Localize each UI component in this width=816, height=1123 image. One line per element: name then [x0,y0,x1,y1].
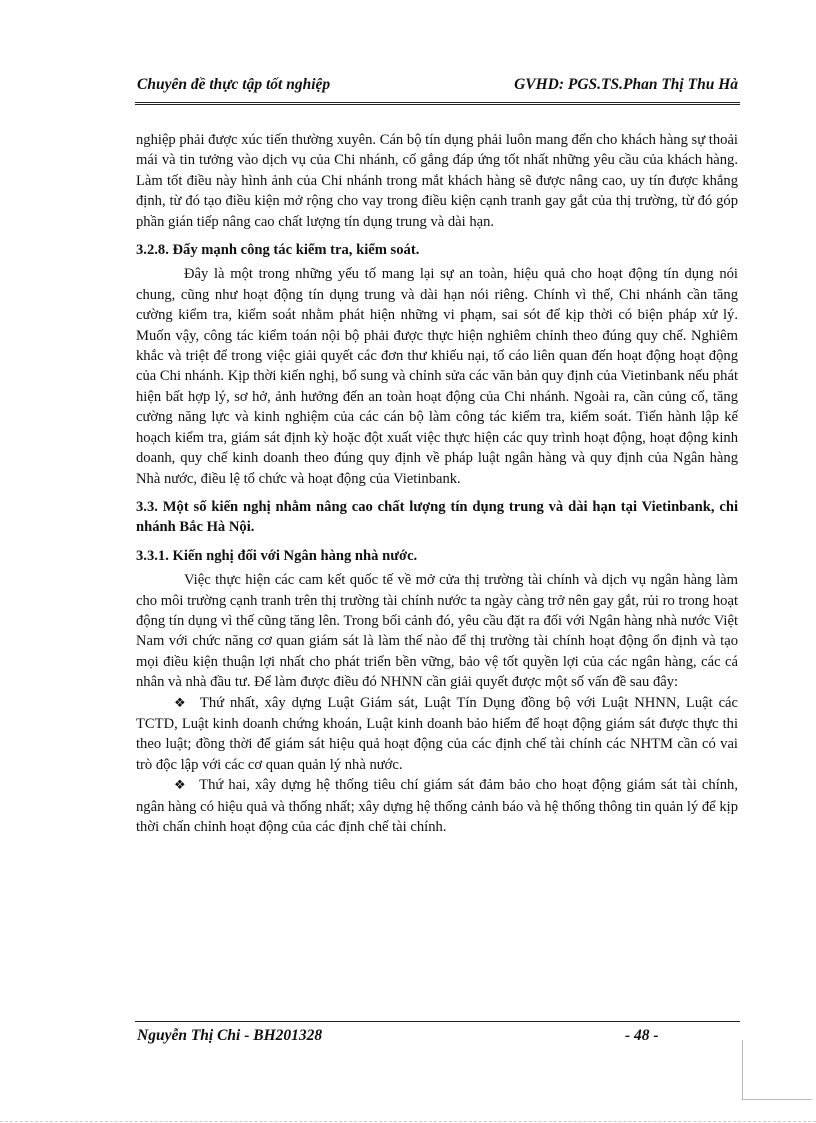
page-footer [135,1021,740,1046]
bullet-item-2 [136,775,738,837]
page-edge [0,1121,816,1122]
paragraph-state-bank: Việc thực hiện các cam kết quốc tế về mở cửa thị trường tài chính và dịch vụ ngân hàng làm cho môi trường cạnh tranh trên thị trường tài chính nước ta ngày càng trở nên gay gắt, rủi ro trong hoạt động tín dụng vì thế cũng tăng lên. Trong bối cảnh đó, yêu cầu đặt ra đối với Ngân hàng nhà nước Việt Nam với chức năng cơ quan giám sát là làm thế nào để thị trường tài chính hoạt động ổn định và tạo mọi điều kiện thuận lợi nhất cho phát triển bền vững, bảo vệ tốt quyền lợi của các ngân hàng, các cá nhân và nhà đầu tư. Để làm được điều đó NHNN cần giải quyết được một số vấn đề sau đây: [136,572,738,691]
heading-3-2-8: 3.2.8. Đẩy mạnh công tác kiểm tra, kiểm soát. [136,242,420,259]
bullet-text-1: Thứ nhất, xây dựng Luật Giám sát, Luật Tín Dụng đồng bộ với Luật NHNN, Luật các TCTD, Luật kinh doanh chứng khoán, Luật kinh doanh bảo hiểm để hoạt động giám sát được thực thi theo luật; đồng thời để giám sát hiệu quả hoạt động của các định chế tài chính các NHTM cần có vai trò độc lập với các cơ quan quản lý nhà nước. [136,694,739,773]
bullet-text-2: Thứ hai, xây dựng hệ thống tiêu chí giám sát đảm bảo cho hoạt động giám sát tài chính, ngân hàng có hiệu quả và thống nhất; xây dựng hệ thống cảnh báo và hệ thống thông tin quản lý để kịp thời chấn chỉnh hoạt động của các định chế tài chính. [136,777,738,835]
diamond-bullet-icon: ❖ [174,778,188,794]
heading-3-3-1: 3.3.1. Kiến nghị đối với Ngân hàng nhà nước. [136,547,418,564]
header-advisor: GVHD: PGS.TS.Phan Thị Thu Hà [514,76,738,93]
footer-author: Nguyễn Thị Chi - BH201328 [137,1027,323,1044]
page-number: - 48 - [625,1027,659,1044]
paragraph-inspection: Đây là một trong những yếu tố mang lại sự an toàn, hiệu quả cho hoạt động tín dụng nói chung, cũng như hoạt động tín dụng trung và dài hạn nói riêng. Chính vì thế, Chi nhánh cần tăng cường kiểm tra, kiểm soát nhằm phát hiện những vi phạm, sai sót để kịp thời có biện pháp xử lý. Muốn vậy, công tác kiểm toán nội bộ phải được thực hiện nghiêm chỉnh theo đúng quy chế. Nghiêm khắc và triệt để trong việc giải quyết các đơn thư khiếu nại, tố cáo liên quan đến hoạt động hoạt động của Chi nhánh. Kịp thời kiến nghị, bổ sung và chỉnh sửa các văn bản quy định của Vietinbank nếu phát hiện bất hợp lý, sơ hở, ảnh hưởng đến an toàn hoạt động của Chi nhánh. Ngoài ra, cần củng cố, tăng cường năng lực và kinh nghiệm của các cán bộ làm công tác kiểm tra, kiểm soát. Tiến hành lập kế hoạch kiểm tra, giám sát định kỳ hoặc đột xuất việc thực hiện các quy trình hoạt động, hoạt động kinh doanh, quy chế kinh doanh theo đúng quy định về pháp luật ngân hàng và quy định của Ngân hàng Nhà nước, điều lệ tổ chức và hoạt động của Vietinbank. [136,266,738,487]
bullet-item-1 [136,693,738,776]
header-title: Chuyên đề thực tập tốt nghiệp [137,76,331,93]
page-header [135,74,740,105]
paragraph-intro: nghiệp phải được xúc tiến thường xuyên. Cán bộ tín dụng phải luôn mang đến cho khách hàng sự thoải mái và tin tưởng vào dịch vụ của Chi nhánh, cố gắng đáp ứng tốt nhất những yêu cầu của khách hàng. Làm tốt điều này hình ảnh của Chi nhánh trong mắt khách hàng sẽ được nâng cao, uy tín được khẳng định, từ đó tạo điều kiện mở rộng cho vay trong điều kiện cạnh tranh gay gắt của thị trường, từ đó góp phần gián tiếp nâng cao chất lượng tín dụng trung và dài hạn. [136,132,738,230]
heading-3-3: 3.3. Một số kiến nghị nhằm nâng cao chất lượng tín dụng trung và dài hạn tại Vietinbank, chi nhánh Bắc Hà Nội. [136,498,738,536]
crop-mark [742,1099,812,1100]
page-content [136,130,738,837]
diamond-bullet-icon: ❖ [174,695,188,711]
crop-mark [742,1040,743,1100]
